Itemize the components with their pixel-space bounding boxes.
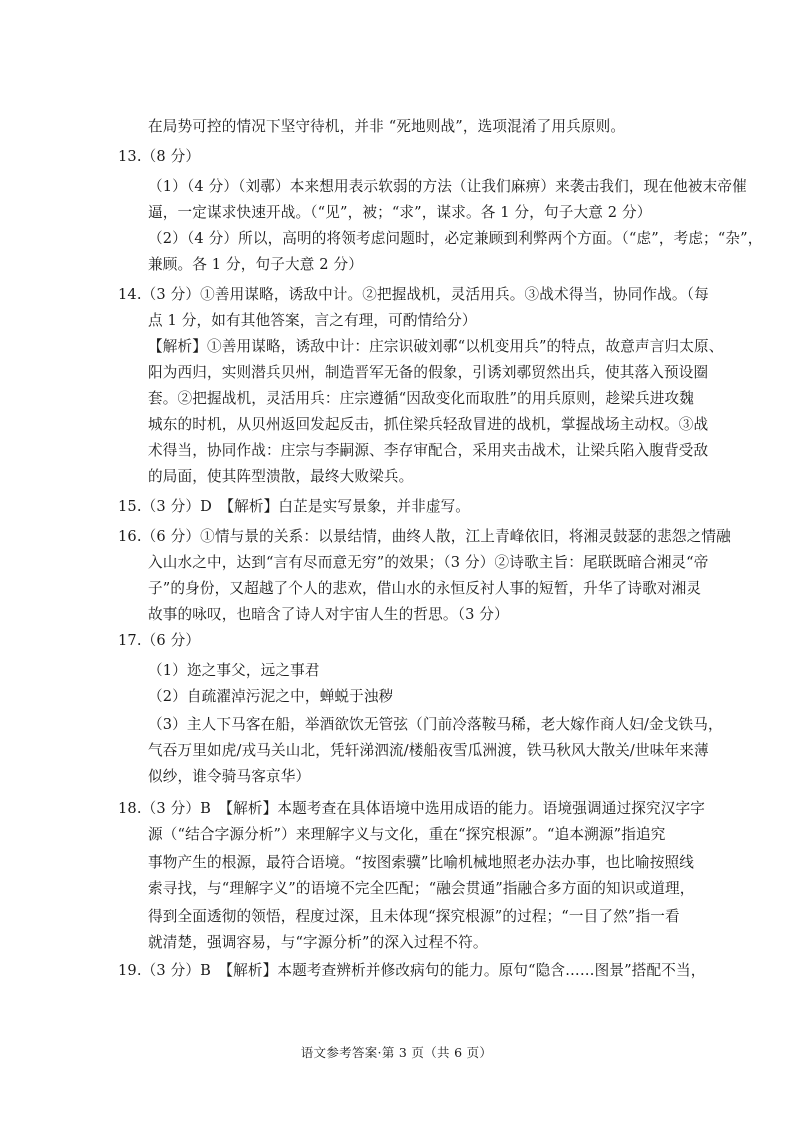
text-line: 子”的身份，又超越了个人的悲欢，借山水的永恒反衬人事的短暂，升华了诗歌对湘灵 [148, 580, 702, 597]
question-18-header: 18.（3 分）B 【解析】本题考查在具体语境中选用成语的能力。语境强调通过探究汉字字 [118, 800, 705, 817]
question-17-header: 17.（6 分） [118, 632, 201, 649]
text-line: 术得当，协同作战：庄宗与李嗣源、李存审配合，采用夹击战术，让梁兵陷入腹背受敌 [148, 442, 709, 459]
text-line: （3）主人下马客在船，举酒欲饮无管弦（门前冷落鞍马稀，老大嫁作商人妇/金戈铁马， [148, 716, 723, 733]
text-line: 的局面，使其阵型溃散，最终大败梁兵。 [148, 468, 414, 485]
text-line: 得到全面透彻的领悟，程度过深，且未体现“探究根源”的过程；“一目了然”指一看 [148, 908, 680, 925]
text-line: 气吞万里如虎/戎马关山北，凭轩涕泗流/楼船夜雪瓜洲渡，铁马秋风大散关/世味年来薄 [148, 742, 709, 759]
text-line: 点 1 分，如有其他答案，言之有理，可酌情给分） [148, 312, 477, 329]
text-line: 事物产生的根源，最符合语境。“按图索骥”比喻机械地照老办法办事，也比喻按照线 [148, 854, 694, 871]
text-line: （1）（4 分）（刘鄩）本来想用表示软弱的方法（让我们麻痹）来袭击我们，现在他被末帝催 [148, 178, 747, 195]
question-15-header: 15.（3 分）D 【解析】白芷是实写景象，并非虚写。 [118, 498, 471, 515]
text-line: 入山水之中，达到“言有尽而意无穷”的效果；（3 分）②诗歌主旨：尾联既暗合湘灵“帝 [148, 554, 709, 571]
question-13-header: 13.（8 分） [118, 148, 201, 165]
text-line: 套。②把握战机，灵活用兵：庄宗遵循“因敌变化而取胜”的用兵原则，趁梁兵进攻魏 [148, 390, 694, 407]
question-14-header: 14.（3 分）①善用谋略，诱敌中计。②把握战机，灵活用兵。③战术得当，协同作战。（每 [118, 286, 709, 303]
text-line: 兼顾。各 1 分，句子大意 2 分） [148, 256, 363, 273]
text-line: 【解析】①善用谋略，诱敌中计：庄宗识破刘鄩“以机变用兵”的特点，故意声言归太原、 [148, 338, 724, 355]
text-line: （1）迩之事父，远之事君 [148, 662, 320, 679]
text-line: 逼，一定谋求快速开战。（“见”，被；“求”，谋求。各 1 分，句子大意 2 分） [148, 204, 652, 221]
text-line: （2）（4 分）所以，高明的将领考虑问题时，必定兼顾到利弊两个方面。（“虑”，考虑；“杂”， [148, 230, 763, 247]
text-line: 阳为西归，实则潜兵贝州，制造晋军无备的假象，引诱刘鄩贸然出兵，使其落入预设圈 [148, 364, 709, 381]
question-19-header: 19.（3 分）B 【解析】本题考查辨析并修改病句的能力。原句“隐含……图景”搭配不当， [118, 962, 706, 979]
question-16-header: 16.（6 分）①情与景的关系：以景结情，曲终人散，江上青峰依旧，将湘灵鼓瑟的悲怨之情融 [118, 528, 731, 545]
text-line: 索寻找，与“理解字义”的语境不完全匹配；“融会贯通”指融合多方面的知识或道理， [148, 880, 695, 897]
text-line: 似纱，谁令骑马客京华） [148, 768, 311, 785]
text-line: （2）自疏濯淖污泥之中，蝉蜕于浊秽 [148, 688, 394, 705]
text-line: 源（“结合字源分析”）来理解字义与文化，重在“探究根源”。“追本溯源”指追究 [148, 826, 666, 843]
text-line: 城东的时机，从贝州返回发起反击，抓住梁兵轻敌冒进的战机，掌握战场主动权。③战 [148, 416, 709, 433]
page-footer: 语文参考答案·第 3 页（共 6 页） [300, 1045, 493, 1060]
text-line: 故事的咏叹，也暗含了诗人对宇宙人生的哲思。（3 分） [148, 606, 509, 623]
text-line: 就清楚，强调容易，与“字源分析”的深入过程不符。 [148, 934, 488, 951]
text-line: 在局势可控的情况下坚守待机，并非 “死地则战”，选项混淆了用兵原则。 [148, 118, 626, 135]
